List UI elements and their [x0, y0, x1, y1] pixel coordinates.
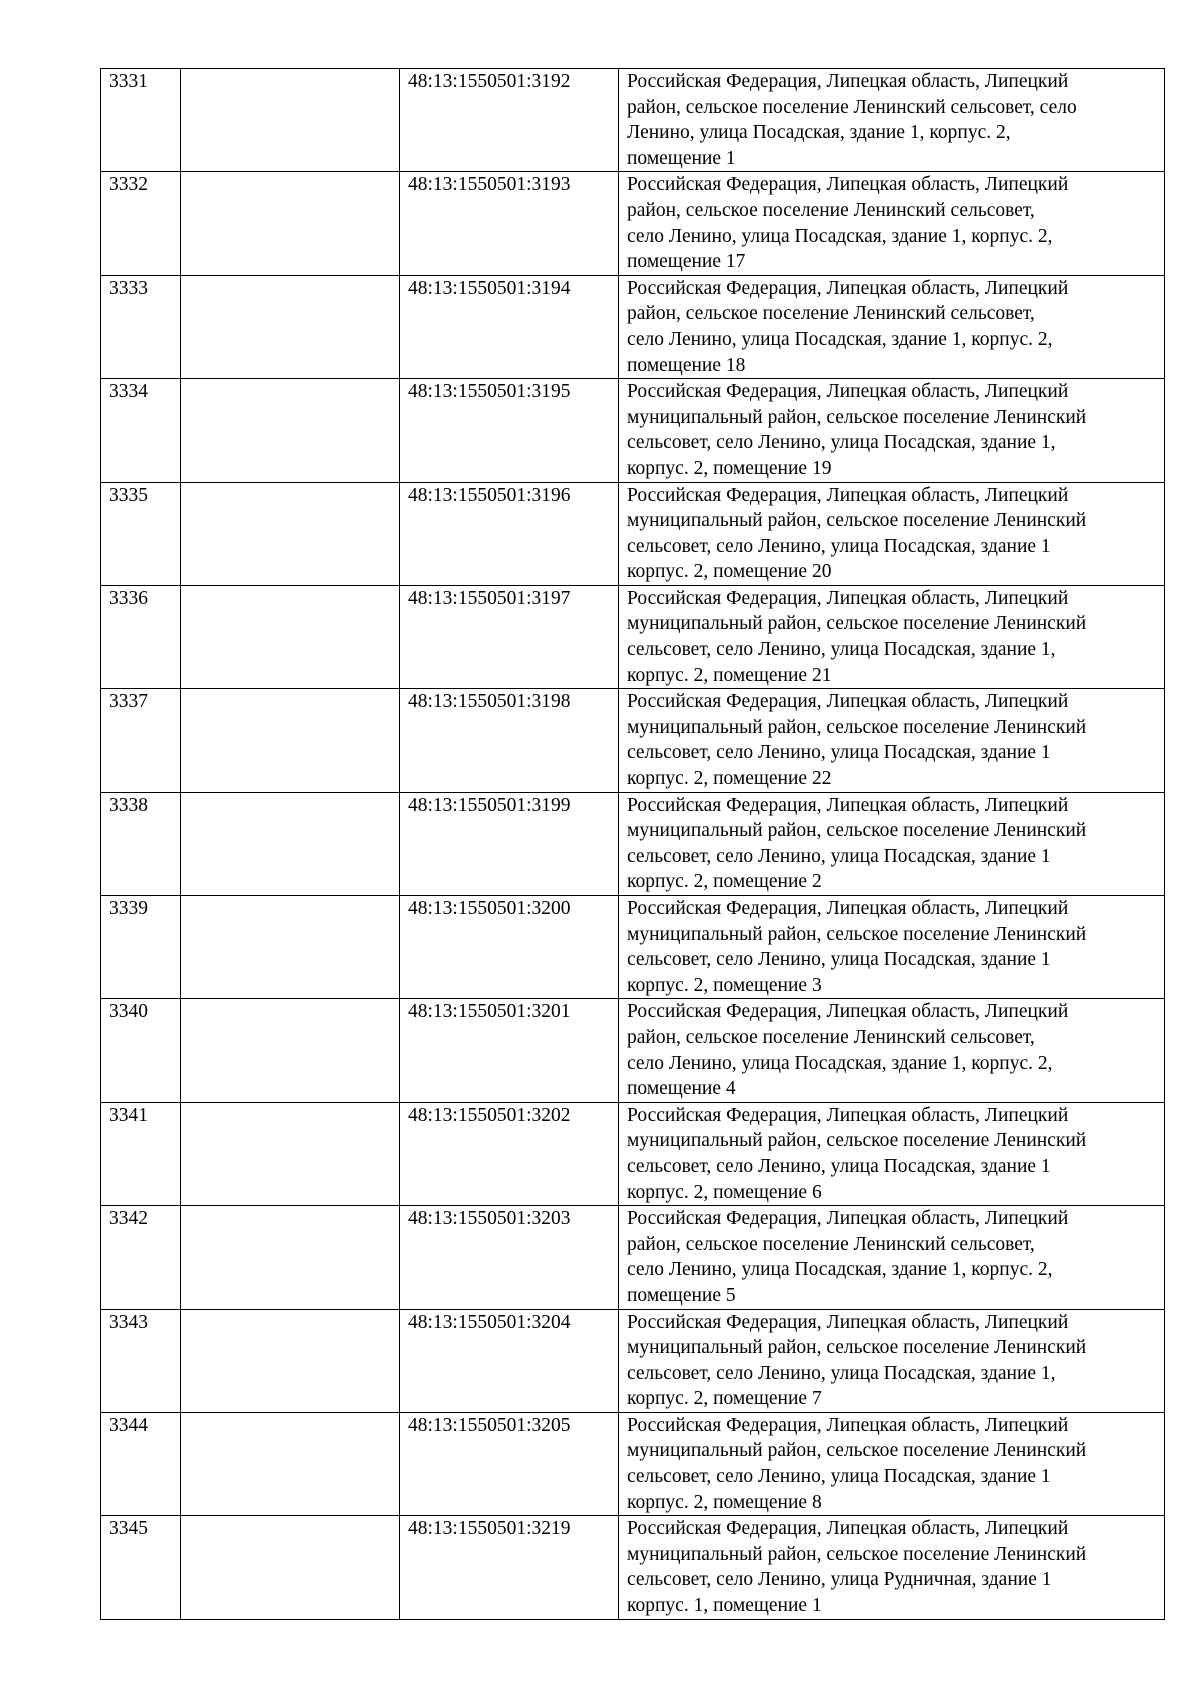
empty-cell: [181, 1102, 400, 1205]
address-line: Российская Федерация, Липецкая область, Липецкий: [627, 898, 1069, 919]
table-row: [101, 1206, 1165, 1309]
address-line: сельсовет, село Ленино, улица Посадская, здание 1: [627, 845, 1051, 867]
cadastral-number-cell: 48:13:1550501:3196: [400, 482, 619, 585]
address-line: помещение 1: [627, 147, 736, 169]
address-line: район, сельское поселение Ленинский сельсовет,: [627, 1233, 1035, 1255]
address-cell: [619, 172, 1165, 275]
row-number-cell: 3331: [101, 69, 181, 172]
address-line: муниципальный район, сельское поселение Ленинский: [627, 1543, 1087, 1565]
address-line: сельсовет, село Ленино, улица Посадская, здание 1: [627, 949, 1051, 971]
empty-cell: [181, 896, 400, 999]
address-cell: [619, 896, 1165, 999]
table-row: [101, 1412, 1165, 1515]
row-number-cell: 3344: [101, 1412, 181, 1515]
cadastral-number-cell: 48:13:1550501:3204: [400, 1309, 619, 1412]
empty-cell: [181, 1206, 400, 1309]
address-line: сельсовет, село Ленино, улица Посадская, здание 1: [627, 742, 1051, 764]
row-number-cell: 3342: [101, 1206, 181, 1309]
cadastral-number-cell: 48:13:1550501:3195: [400, 379, 619, 482]
address-cell: [619, 1516, 1165, 1619]
row-number-cell: 3341: [101, 1102, 181, 1205]
address-line: муниципальный район, сельское поселение Ленинский: [627, 406, 1087, 428]
address-line: корпус. 2, помещение 8: [627, 1491, 822, 1513]
address-line: сельсовет, село Ленино, улица Посадская, здание 1,: [627, 1362, 1056, 1384]
empty-cell: [181, 689, 400, 792]
address-cell: [619, 379, 1165, 482]
address-line: район, сельское поселение Ленинский сельсовет,: [627, 1026, 1035, 1048]
empty-cell: [181, 379, 400, 482]
address-line: сельсовет, село Ленино, улица Посадская, здание 1,: [627, 639, 1056, 661]
address-line: село Ленино, улица Посадская, здание 1, корпус. 2,: [627, 225, 1053, 247]
table-row: [101, 792, 1165, 895]
empty-cell: [181, 275, 400, 378]
cadastral-number-cell: 48:13:1550501:3197: [400, 585, 619, 688]
address-line: район, сельское поселение Ленинский сельсовет,: [627, 199, 1035, 221]
document-page: [100, 68, 1164, 1620]
cadastral-number-cell: 48:13:1550501:3194: [400, 275, 619, 378]
address-line: Российская Федерация, Липецкая область, Липецкий: [627, 691, 1069, 713]
address-line: Российская Федерация, Липецкая область, Липецкий: [627, 1001, 1069, 1023]
address-line: помещение 4: [627, 1078, 736, 1100]
row-number-cell: 3335: [101, 482, 181, 585]
table-row: [101, 896, 1165, 999]
empty-cell: [181, 792, 400, 895]
address-line: Ленино, улица Посадская, здание 1, корпус. 2,: [627, 122, 1011, 144]
table-row: [101, 999, 1165, 1102]
table-row: [101, 482, 1165, 585]
empty-cell: [181, 482, 400, 585]
row-number-cell: 3338: [101, 792, 181, 895]
registry-table: [100, 68, 1165, 1620]
address-line: корпус. 2, помещение 6: [627, 1181, 822, 1203]
address-line: муниципальный район, сельское поселение Ленинский: [627, 716, 1087, 738]
cadastral-number-cell: 48:13:1550501:3219: [400, 1516, 619, 1619]
address-cell: [619, 1102, 1165, 1205]
cadastral-number-cell: 48:13:1550501:3193: [400, 172, 619, 275]
address-cell: [619, 482, 1165, 585]
cadastral-number-cell: 48:13:1550501:3192: [400, 69, 619, 172]
address-line: корпус. 2, помещение 7: [627, 1388, 822, 1410]
cadastral-number-cell: 48:13:1550501:3198: [400, 689, 619, 792]
address-line: сельсовет, село Ленино, улица Посадская, здание 1: [627, 1466, 1051, 1488]
address-cell: [619, 689, 1165, 792]
address-line: корпус. 2, помещение 2: [627, 871, 822, 893]
cadastral-number-cell: 48:13:1550501:3199: [400, 792, 619, 895]
address-line: Российская Федерация, Липецкая область, Липецкий: [627, 794, 1069, 816]
cadastral-number-cell: 48:13:1550501:3205: [400, 1412, 619, 1515]
address-line: район, сельское поселение Ленинский сельсовет,: [627, 303, 1035, 325]
cadastral-number-cell: 48:13:1550501:3202: [400, 1102, 619, 1205]
address-line: корпус. 1, помещение 1: [627, 1595, 822, 1617]
address-line: Российская Федерация, Липецкая область, Липецкий: [627, 1518, 1069, 1540]
row-number-cell: 3334: [101, 379, 181, 482]
row-number-cell: 3343: [101, 1309, 181, 1412]
address-cell: [619, 69, 1165, 172]
address-line: сельсовет, село Ленино, улица Посадская, здание 1: [627, 1155, 1051, 1177]
table-row: [101, 69, 1165, 172]
address-line: сельсовет, село Ленино, улица Посадская, здание 1,: [627, 432, 1056, 454]
address-line: помещение 17: [627, 251, 746, 273]
cadastral-number-cell: 48:13:1550501:3201: [400, 999, 619, 1102]
address-line: корпус. 2, помещение 3: [627, 974, 822, 996]
table-row: [101, 379, 1165, 482]
address-line: корпус. 2, помещение 21: [627, 664, 832, 686]
address-line: Российская Федерация, Липецкая область, Липецкий: [627, 277, 1069, 299]
address-cell: [619, 275, 1165, 378]
cadastral-number-cell: 48:13:1550501:3203: [400, 1206, 619, 1309]
address-line: Российская Федерация, Липецкая область, Липецкий: [627, 381, 1069, 403]
address-line: помещение 5: [627, 1284, 736, 1306]
address-line: корпус. 2, помещение 20: [627, 561, 832, 583]
address-line: муниципальный район, сельское поселение Ленинский: [627, 1337, 1087, 1359]
empty-cell: [181, 1412, 400, 1515]
row-number-cell: 3345: [101, 1516, 181, 1619]
row-number-cell: 3336: [101, 585, 181, 688]
address-line: район, сельское поселение Ленинский сельсовет, село: [627, 96, 1077, 118]
address-cell: [619, 792, 1165, 895]
row-number-cell: 3332: [101, 172, 181, 275]
empty-cell: [181, 1309, 400, 1412]
address-line: муниципальный район, сельское поселение Ленинский: [627, 510, 1087, 532]
address-line: корпус. 2, помещение 22: [627, 768, 832, 790]
address-line: Российская Федерация, Липецкая область, Липецкий: [627, 484, 1069, 506]
row-number-cell: 3337: [101, 689, 181, 792]
empty-cell: [181, 1516, 400, 1619]
address-line: Российская Федерация, Липецкая область, Липецкий: [627, 1311, 1069, 1333]
address-line: село Ленино, улица Посадская, здание 1, корпус. 2,: [627, 328, 1053, 350]
address-line: село Ленино, улица Посадская, здание 1, корпус. 2,: [627, 1259, 1053, 1281]
address-line: Российская Федерация, Липецкая область, Липецкий: [627, 1104, 1069, 1126]
row-number-cell: 3339: [101, 896, 181, 999]
empty-cell: [181, 172, 400, 275]
table-row: [101, 172, 1165, 275]
address-line: Российская Федерация, Липецкая область, Липецкий: [627, 1208, 1069, 1230]
row-number-cell: 3333: [101, 275, 181, 378]
address-cell: [619, 999, 1165, 1102]
cadastral-number-cell: 48:13:1550501:3200: [400, 896, 619, 999]
address-line: муниципальный район, сельское поселение Ленинский: [627, 1130, 1087, 1152]
address-line: сельсовет, село Ленино, улица Рудничная, здание 1: [627, 1569, 1052, 1591]
address-cell: [619, 1309, 1165, 1412]
address-cell: [619, 1206, 1165, 1309]
table-row: [101, 275, 1165, 378]
address-cell: [619, 585, 1165, 688]
address-line: муниципальный район, сельское поселение Ленинский: [627, 923, 1087, 945]
table-row: [101, 1516, 1165, 1619]
address-cell: [619, 1412, 1165, 1515]
empty-cell: [181, 999, 400, 1102]
empty-cell: [181, 69, 400, 172]
address-line: муниципальный район, сельское поселение Ленинский: [627, 613, 1087, 635]
address-line: сельсовет, село Ленино, улица Посадская, здание 1: [627, 535, 1051, 557]
empty-cell: [181, 585, 400, 688]
table-row: [101, 1102, 1165, 1205]
address-line: муниципальный район, сельское поселение Ленинский: [627, 1440, 1087, 1462]
address-line: село Ленино, улица Посадская, здание 1, корпус. 2,: [627, 1052, 1053, 1074]
row-number-cell: 3340: [101, 999, 181, 1102]
registry-table-body: [101, 69, 1165, 1620]
address-line: Российская Федерация, Липецкая область, Липецкий: [627, 1414, 1069, 1436]
address-line: корпус. 2, помещение 19: [627, 457, 832, 479]
address-line: Российская Федерация, Липецкая область, Липецкий: [627, 71, 1069, 92]
address-line: муниципальный район, сельское поселение Ленинский: [627, 820, 1087, 842]
table-row: [101, 585, 1165, 688]
table-row: [101, 1309, 1165, 1412]
address-line: помещение 18: [627, 354, 746, 376]
table-row: [101, 689, 1165, 792]
address-line: Российская Федерация, Липецкая область, Липецкий: [627, 587, 1069, 609]
address-line: Российская Федерация, Липецкая область, Липецкий: [627, 174, 1069, 196]
